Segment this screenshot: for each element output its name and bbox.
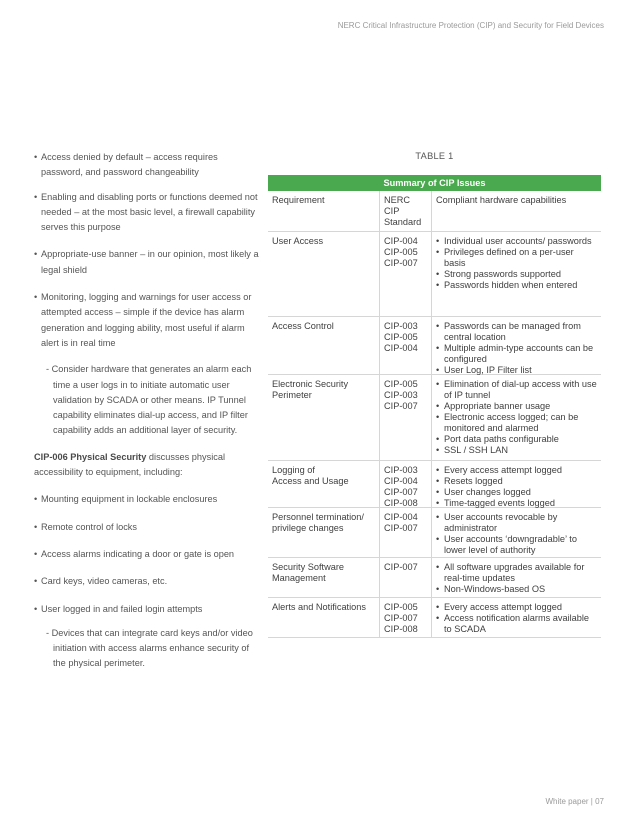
table-row [268, 317, 601, 375]
capability-item: • Every access attempt logged [436, 602, 597, 613]
bullet-card-keys: • Card keys, video cameras, etc. [34, 574, 262, 589]
paragraph-cip006 [34, 450, 262, 481]
cell-standard [379, 317, 432, 374]
capability-item: • Passwords can be managed from central location [436, 321, 597, 343]
cell-capabilities [432, 558, 601, 597]
requirement-text: Alerts and Notifications [272, 602, 366, 612]
table-row [268, 508, 601, 558]
cell-standard [379, 558, 432, 597]
bullet-remote-locks: • Remote control of locks [34, 520, 262, 535]
bullet-banner: • Appropriate-use banner – in our opinion, most likely a legal shield [34, 247, 262, 278]
table-row [268, 558, 601, 598]
capability-item: • Electronic access logged; can be monitored and alarmed [436, 412, 597, 434]
requirement-text: Access and Usage [272, 476, 349, 486]
requirement-text: Personnel termination/ privilege changes [272, 512, 364, 533]
capability-item: • SSL / SSH LAN [436, 445, 597, 456]
requirement-text: Electronic Security Perimeter [272, 379, 349, 400]
capability-item: • Appropriate banner usage [436, 401, 597, 412]
cell-capabilities [432, 598, 601, 637]
cell-requirement [268, 375, 379, 460]
cell-capabilities [432, 508, 601, 557]
capability-item: • User changes logged [436, 487, 597, 498]
capability-item: • User Log, IP Filter list [436, 365, 597, 376]
capability-item: • Time-tagged events logged [436, 498, 597, 509]
standard-code: CIP-007 [384, 401, 418, 411]
table-row [268, 232, 601, 317]
cell-requirement [268, 508, 379, 557]
standard-code: CIP-007 [384, 523, 418, 533]
capabilities-list [436, 602, 597, 635]
capabilities-list [436, 321, 597, 376]
sub-bullet-hardware-alarm: - Consider hardware that generates an alarm each time a user logs in to initiate automatic user validation by SCADA or other means. IP Tunnel capability eliminates dial-up access, and IP filter capability adds an additional layer of security. [34, 362, 262, 438]
capability-item: • Non-Windows-based OS [436, 584, 597, 595]
header-requirement: Requirement [272, 195, 325, 205]
sub-bullet-card-keys-video: - Devices that can integrate card keys and/or video initiation with access alarms enhance security of the physical perimeter. [34, 626, 262, 672]
table-row [268, 375, 601, 461]
cell-requirement [268, 232, 379, 316]
capability-item: • All software upgrades available for real-time updates [436, 562, 597, 584]
standard-code: CIP-005 [384, 247, 418, 257]
standard-code: CIP-004 [384, 512, 418, 522]
capability-item: • Port data paths configurable [436, 434, 597, 445]
requirement-text: Security Software Management [272, 562, 344, 583]
table-header-row [268, 191, 601, 232]
bullet-mounting: • Mounting equipment in lockable enclosures [34, 492, 262, 507]
standard-code: CIP-007 [384, 613, 418, 623]
standard-code: CIP-004 [384, 343, 418, 353]
standard-code: CIP-005 [384, 332, 418, 342]
capabilities-list [436, 512, 597, 556]
page-footer: White paper | 07 [545, 797, 604, 806]
header-nerc-cip-standard: NERC CIP Standard [379, 191, 432, 231]
body-text-column [34, 150, 262, 672]
capabilities-list [436, 236, 597, 291]
standard-code: CIP-005 [384, 602, 418, 612]
cell-standard [379, 461, 432, 507]
standard-code: CIP-004 [384, 236, 418, 246]
cip-summary-table [268, 175, 601, 638]
capabilities-list [436, 379, 597, 456]
capabilities-list [436, 562, 597, 595]
bullet-access-alarms: • Access alarms indicating a door or gate is open [34, 547, 262, 562]
table-row [268, 598, 601, 638]
standard-code: CIP-007 [384, 258, 418, 268]
capability-item: • User accounts revocable by administrator [436, 512, 597, 534]
standard-code: CIP-007 [384, 487, 418, 497]
standard-code: CIP-004 [384, 476, 418, 486]
capability-item: • Privileges defined on a per-user basis [436, 247, 597, 269]
standard-code: CIP-007 [384, 562, 418, 572]
cell-requirement [268, 558, 379, 597]
table-body [268, 232, 601, 638]
capability-item: • User accounts ‘downgradable’ to lower level of authority [436, 534, 597, 556]
requirement-text: User Access [272, 236, 324, 246]
cell-standard [379, 598, 432, 637]
cell-capabilities [432, 375, 601, 460]
capability-item: • Multiple admin-type accounts can be configured [436, 343, 597, 365]
cell-capabilities [432, 317, 601, 374]
cell-capabilities [432, 232, 601, 316]
header-capabilities: Compliant hardware capabilities [436, 195, 567, 205]
standard-code: CIP-003 [384, 321, 418, 331]
bullet-user-logged: • User logged in and failed login attempts [34, 602, 262, 617]
cell-requirement [268, 461, 379, 507]
page-header: NERC Critical Infrastructure Protection (CIP) and Security for Field Devices [337, 21, 604, 30]
capability-item: • Passwords hidden when entered [436, 280, 597, 291]
capability-item: • Individual user accounts/ passwords [436, 236, 597, 247]
cell-standard [379, 232, 432, 316]
table-caption: TABLE 1 [415, 151, 454, 161]
standard-code: CIP-003 [384, 390, 418, 400]
standard-code: CIP-008 [384, 624, 418, 634]
table-title: Summary of CIP Issues [268, 175, 601, 191]
cell-requirement [268, 317, 379, 374]
capability-item: • Resets logged [436, 476, 597, 487]
requirement-text: Access Control [272, 321, 334, 331]
capability-item: • Every access attempt logged [436, 465, 597, 476]
capability-item: • Elimination of dial-up access with use of IP tunnel [436, 379, 597, 401]
table-row [268, 461, 601, 508]
capability-item: • Strong passwords supported [436, 269, 597, 280]
standard-code: CIP-003 [384, 465, 418, 475]
bullet-access-denied: • Access denied by default – access requires password, and password changeability [34, 150, 262, 181]
capability-item: • Access notification alarms available to SCADA [436, 613, 597, 635]
standard-code: CIP-008 [384, 498, 418, 508]
cell-capabilities [432, 461, 601, 507]
requirement-text: Logging of [272, 465, 315, 475]
cip006-heading: CIP-006 Physical Security [34, 451, 147, 462]
bullet-monitoring: • Monitoring, logging and warnings for user access or attempted access – simple if the device has alarm generation and logging ability, most useful if alarm alert is in real time [34, 290, 262, 351]
cell-standard [379, 375, 432, 460]
cell-standard [379, 508, 432, 557]
standard-code: CIP-005 [384, 379, 418, 389]
cip006-text: discusses physical accessibility to equipment, including: [34, 451, 225, 478]
bullet-ports: • Enabling and disabling ports or functions deemed not needed – at the most basic level, a firewall capability serves this purpose [34, 190, 262, 236]
cell-requirement [268, 598, 379, 637]
capabilities-list [436, 465, 597, 509]
